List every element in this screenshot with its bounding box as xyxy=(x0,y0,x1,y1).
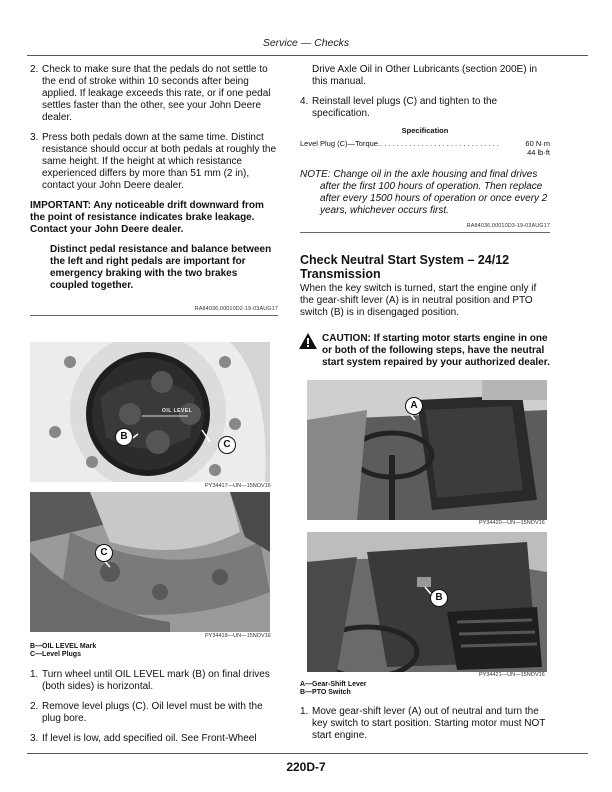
important-label: IMPORTANT: xyxy=(30,200,91,211)
footer-rule xyxy=(27,753,588,754)
callout-c: C xyxy=(218,436,236,454)
figure-code: PY34421—UN—15NOV16 xyxy=(479,672,545,678)
step-number: 1. xyxy=(300,706,309,717)
note xyxy=(300,169,550,217)
figure-code: PY34420—UN—15NOV16 xyxy=(479,520,545,526)
axle-hub-illustration xyxy=(30,342,270,482)
important-text-2: Distinct pedal resistance and balance between the left and right pedals are important for emergency braking with the two brakes coupled together. xyxy=(50,244,272,291)
callout-b: B xyxy=(115,428,133,446)
figure-code: PY34417—UN—15NOV16 xyxy=(205,483,271,489)
caution-text: CAUTION: If starting motor starts engine in one or both of the following steps, have the neutral start system repaired by your authorized dealer. xyxy=(322,333,550,368)
note-first-line: NOTE: Change oil in the axle housing and final drives xyxy=(300,169,538,180)
legend-item: C—Level Plugs xyxy=(30,651,81,658)
step-number: 1. xyxy=(30,669,39,680)
callout-a: A xyxy=(405,397,423,415)
step-text: Remove level plugs (C). Oil level must be with the plug bore. xyxy=(42,701,263,724)
neutral-start-steps xyxy=(300,706,550,750)
legend-item: B—OIL LEVEL Mark xyxy=(30,643,97,650)
spec-dots: . . . . . . . . . . . . . . . . . . . . . . . . . . . . . xyxy=(380,139,499,148)
step-text: Press both pedals down at the same time. Distinct resistance should occur at both pedals at roughly the same height. If the height at which resistance experienced differs by more than 51 mm (2 in), contact your John Deere dealer. xyxy=(42,132,277,191)
figure-code: PY34418—UN—15NOV16 xyxy=(205,633,271,639)
step-number: 3. xyxy=(30,733,39,744)
list-item xyxy=(300,706,550,742)
continued-step xyxy=(300,64,550,120)
list-item xyxy=(300,64,550,88)
figure-legend xyxy=(30,643,96,659)
list-item xyxy=(30,733,278,745)
step-number: 2. xyxy=(30,64,39,75)
callout-b: B xyxy=(430,589,448,607)
section-rule xyxy=(30,315,278,316)
step-text: Reinstall level plugs (C) and tighten to the specification. xyxy=(312,96,498,119)
step-text: Drive Axle Oil in Other Lubricants (section 200E) in this manual. xyxy=(312,64,538,87)
step-text: If level is low, add specified oil. See Front-Wheel xyxy=(42,733,257,744)
spec-value-imperial: 44 lb·ft xyxy=(527,148,550,157)
step-number: 4. xyxy=(300,96,309,107)
spec-label: Level Plug (C)—Torque. xyxy=(300,139,381,148)
left-column xyxy=(30,64,278,369)
list-item xyxy=(30,132,278,192)
step-number-blank xyxy=(300,64,312,88)
figure-pto-switch-photo xyxy=(307,532,547,672)
page-header: Service — Checks xyxy=(262,37,350,49)
list-item xyxy=(30,669,278,693)
caution-warning-icon xyxy=(299,333,317,349)
section-heading-neutral-start: Check Neutral Start System – 24/12 Transmission xyxy=(300,253,510,281)
axle-housing-illustration xyxy=(30,492,270,632)
spec-value: 60 N·m xyxy=(525,139,550,148)
brake-steps-list xyxy=(30,64,278,192)
oil-level-steps xyxy=(30,669,278,753)
important-text: Any noticeable drift downward from the point of resistance indicates brake leakage. Contact your John Deere dealer. xyxy=(30,200,264,235)
note-rest: after the first 100 hours of operation. Then replace after every 1500 hours of operation or once every 2 years, whichever occurs first. xyxy=(320,181,548,216)
intro-paragraph: When the key switch is turned, start the engine only if the gear-shift lever (A) is in neutral position and PTO switch (B) is in disengaged position. xyxy=(300,283,537,318)
list-item xyxy=(300,96,550,120)
legend-item: A—Gear-Shift Lever xyxy=(300,681,367,688)
page-number: 220D-7 xyxy=(286,760,326,774)
figure-legend xyxy=(300,681,367,697)
specification-title: Specification xyxy=(401,126,449,135)
step-number: 3. xyxy=(30,132,39,143)
step-text: Check to make sure that the pedals do not settle to the end of stroke within 10 seconds after being applied. If leakage exceeds this rate, or if one pedal settles faster than the other, see your John Deere dealer. xyxy=(42,64,271,123)
oil-level-mark-text: OIL LEVEL xyxy=(162,408,193,414)
reference-code: RA84036,00010D2-19-03AUG17 xyxy=(194,306,278,312)
pto-switch-illustration xyxy=(307,532,547,672)
reference-code: RA84036,00010D3-19-03AUG17 xyxy=(466,223,550,229)
right-column xyxy=(300,64,550,319)
section-rule xyxy=(300,232,550,233)
header-rule xyxy=(27,55,588,56)
tractor-seat-illustration xyxy=(307,380,547,520)
specification-row xyxy=(300,139,550,148)
legend-item: B—PTO Switch xyxy=(300,689,351,696)
step-text: Turn wheel until OIL LEVEL mark (B) on final drives (both sides) is horizontal. xyxy=(42,669,270,692)
figure-axle-hub-photo xyxy=(30,342,270,482)
callout-c: C xyxy=(95,544,113,562)
step-number: 2. xyxy=(30,701,39,712)
important-notice xyxy=(30,200,278,236)
figure-tractor-seat-photo xyxy=(307,380,547,520)
list-item xyxy=(30,701,278,725)
list-item xyxy=(30,64,278,124)
figure-axle-housing-photo xyxy=(30,492,270,632)
step-text: Move gear-shift lever (A) out of neutral and turn the key switch to start position. Starting motor must NOT start engine. xyxy=(312,706,546,741)
